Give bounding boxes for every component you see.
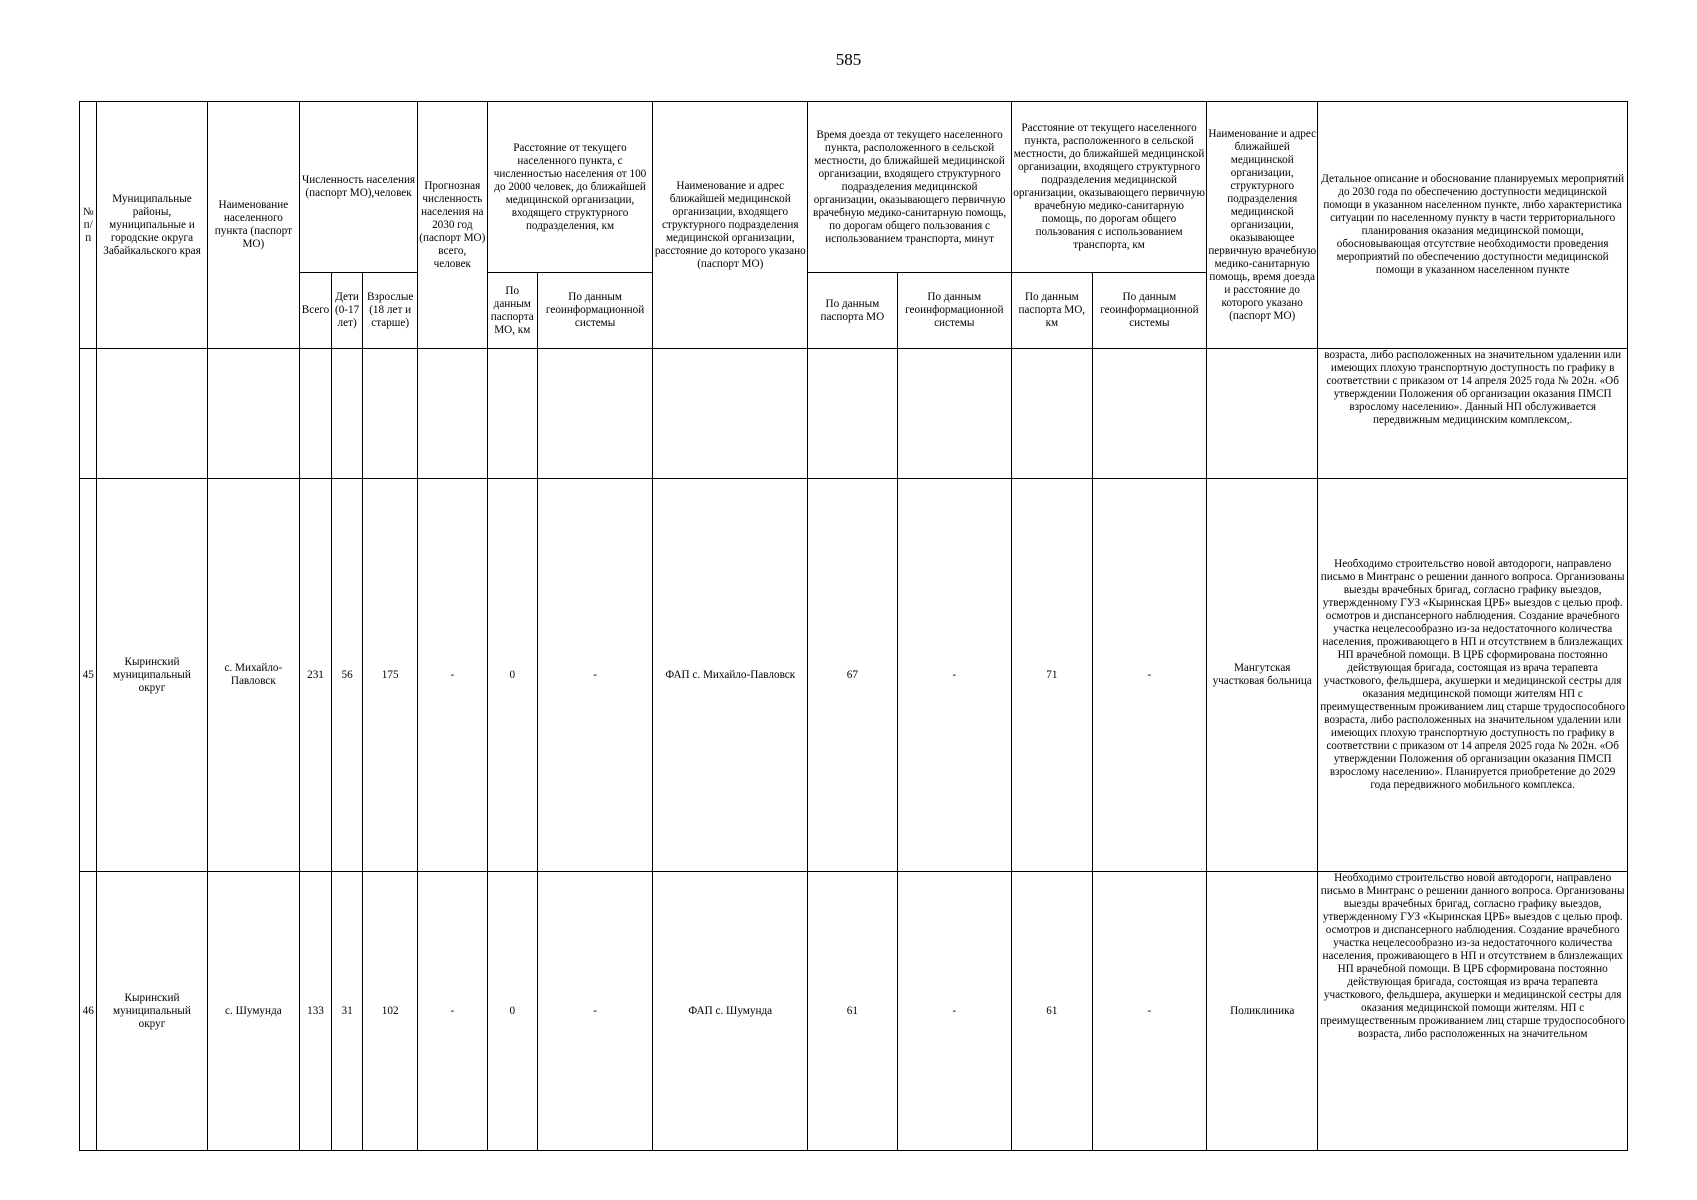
header-distance-group: Расстояние от текущего населенного пункта, с численностью населения от 100 до 2000 человек, до ближайшей медицинской организации, входящего структурного подразделения, км [487, 102, 653, 273]
header-pop-children: Дети (0-17 лет) [331, 273, 363, 349]
table-row [80, 872, 1628, 1151]
row-dist2-geo: - [1092, 479, 1206, 872]
row-dist2-passport: 61 [1012, 872, 1093, 1151]
header-dist2-geo: По данным геоинформационной системы [1092, 273, 1206, 349]
header-time-geo: По данным геоинформационной системы [897, 273, 1011, 349]
header-num: № п/п [80, 102, 97, 349]
row-forecast: - [417, 479, 487, 872]
row-children: 56 [331, 479, 363, 872]
header-settlement: Наименование населенного пункта (паспорт МО) [207, 102, 300, 349]
row-district: Кыринский муниципальный округ [97, 872, 207, 1151]
page-number: 585 [835, 50, 862, 69]
row-forecast: - [417, 872, 487, 1151]
row-dist2-geo: - [1092, 872, 1206, 1151]
header-district: Муниципальные районы, муниципальные и городские округа Забайкальского края [97, 102, 207, 349]
row-nearest-org: ФАП с. Шумунда [653, 872, 808, 1151]
header-row-1 [80, 102, 1628, 273]
row-time-geo: - [897, 872, 1011, 1151]
header-dist2-passport: По данным паспорта МО, км [1012, 273, 1093, 349]
row-district: Кыринский муниципальный округ [97, 479, 207, 872]
row-dist2-passport: 71 [1012, 479, 1093, 872]
continuation-description: возраста, либо расположенных на значительном удалении или имеющих плохую транспортную доступность по графику в соответствии с приказом от 14 апреля 2025 года № 202н. «Об утверждении Положения об организации оказания ПМСП взрослому населению». Данный НП обслуживается передвижным медицинским комплексом,. [1318, 349, 1628, 479]
row-adults: 175 [363, 479, 418, 872]
row-total: 133 [300, 872, 332, 1151]
header-dist-passport: По данным паспорта МО, км [487, 273, 537, 349]
header-pop-total: Всего [300, 273, 332, 349]
row-nearest-org: ФАП с. Михайло-Павловск [653, 479, 808, 872]
row-number: 46 [80, 872, 97, 1151]
row-description: Необходимо строительство новой автодороги, направлено письмо в Минтранс о решении данного вопроса. Организованы выезды врачебных бригад, согласно графику выездов, утвержденному ГУЗ «Кыринская ЦРБ» выездов с целью проф. осмотров и диспансерного наблюдения. Создание врачебного участка нецелесообразно из-за недостаточного количества населения, проживающего в НП и отсутствием в близлежащих НП врачебной помощи. В ЦРБ сформирована постоянно действующая бригада, состоящая из врача терапевта участкового, фельдшера, акушерки и медицинской сестры для оказания медицинской помощи жителям НП с преимущественным проживанием лиц старше трудоспособного возраста, либо расположенных на значительном удалении или имеющих плохую транспортную доступность по графику в соответствии с приказом от 14 апреля 2025 года № 202н. «Об утверждении Положения об организации оказания ПМСП взрослому населению». Планируется приобретение до 2029 года передвижного мобильного комплекса. [1318, 479, 1628, 872]
row-pmsp-org: Мангутская участковая больница [1207, 479, 1318, 872]
row-dist-geo: - [537, 872, 653, 1151]
header-description: Детальное описание и обоснование планируемых мероприятий до 2030 года по обеспечению доступности медицинской помощи в указанном населенном пункте, либо характеристика ситуации по населенному пункту в части территориального планирования оказания медицинской помощи, обосновывающая отсутствие необходимости проведения мероприятий по обеспечению доступности медицинской помощи в указанном населенном пункте [1318, 102, 1628, 349]
header-dist-geo: По данным геоинформационной системы [537, 273, 653, 349]
row-adults: 102 [363, 872, 418, 1151]
header-forecast: Прогнозная численность населения на 2030 год (паспорт МО) всего, человек [417, 102, 487, 349]
header-nearest-org: Наименование и адрес ближайшей медицинской организации, входящего структурного подразделения медицинской организации, расстояние до которого указано (паспорт МО) [653, 102, 808, 349]
header-time-passport: По данным паспорта МО [808, 273, 897, 349]
row-dist-geo: - [537, 479, 653, 872]
row-settlement: с. Шумунда [207, 872, 300, 1151]
row-settlement: с. Михайло-Павловск [207, 479, 300, 872]
row-total: 231 [300, 479, 332, 872]
header-pop-adults: Взрослые (18 лет и старше) [363, 273, 418, 349]
row-dist-passport: 0 [487, 872, 537, 1151]
header-distance2-group: Расстояние от текущего населенного пункта, расположенного в сельской местности, до ближайшей медицинской организации, входящего структурного подразделения медицинской организации, оказывающего первичную врачебную медико-санитарную помощь, по дорогам общего пользования с использованием транспорта, км [1012, 102, 1207, 273]
row-pmsp-org: Поликлиника [1207, 872, 1318, 1151]
row-time-passport: 61 [808, 872, 897, 1151]
row-description: Необходимо строительство новой автодороги, направлено письмо в Минтранс о решении данного вопроса. Организованы выезды врачебных бригад, согласно графику выездов, утвержденному ГУЗ «Кыринская ЦРБ» выездов с целью проф. осмотров и диспансерного наблюдения. Создание врачебного участка нецелесообразно из-за недостаточного количества населения, проживающего в НП и отсутствием в близлежащих НП врачебной помощи. В ЦРБ сформирована постоянно действующая бригада, состоящая из врача терапевта участкового, фельдшера, акушерки и медицинской сестры для оказания медицинской помощи жителям. НП с преимущественным проживанием лиц старше трудоспособного возраста, либо расположенных на значительном [1318, 872, 1628, 1151]
header-time-group: Время доезда от текущего населенного пункта, расположенного в сельской местности, до ближайшей медицинской организации, входящего структурного подразделения медицинской организации, оказывающего первичную врачебную медико-санитарную помощь, по дорогам общего пользования с использованием транспорта, минут [808, 102, 1012, 273]
medical-access-table [79, 101, 1628, 1151]
table-row-continuation [80, 349, 1628, 479]
table-row [80, 479, 1628, 872]
row-dist-passport: 0 [487, 479, 537, 872]
header-pmsp-org: Наименование и адрес ближайшей медицинской организации, структурного подразделения медицинской организации, оказывающее первичную врачебную медико-санитарную помощь, время доезда и расстояние до которого указано (паспорт МО) [1207, 102, 1318, 349]
row-time-passport: 67 [808, 479, 897, 872]
row-time-geo: - [897, 479, 1011, 872]
row-children: 31 [331, 872, 363, 1151]
header-population: Численность населения (паспорт МО),человек [300, 102, 418, 273]
row-number: 45 [80, 479, 97, 872]
